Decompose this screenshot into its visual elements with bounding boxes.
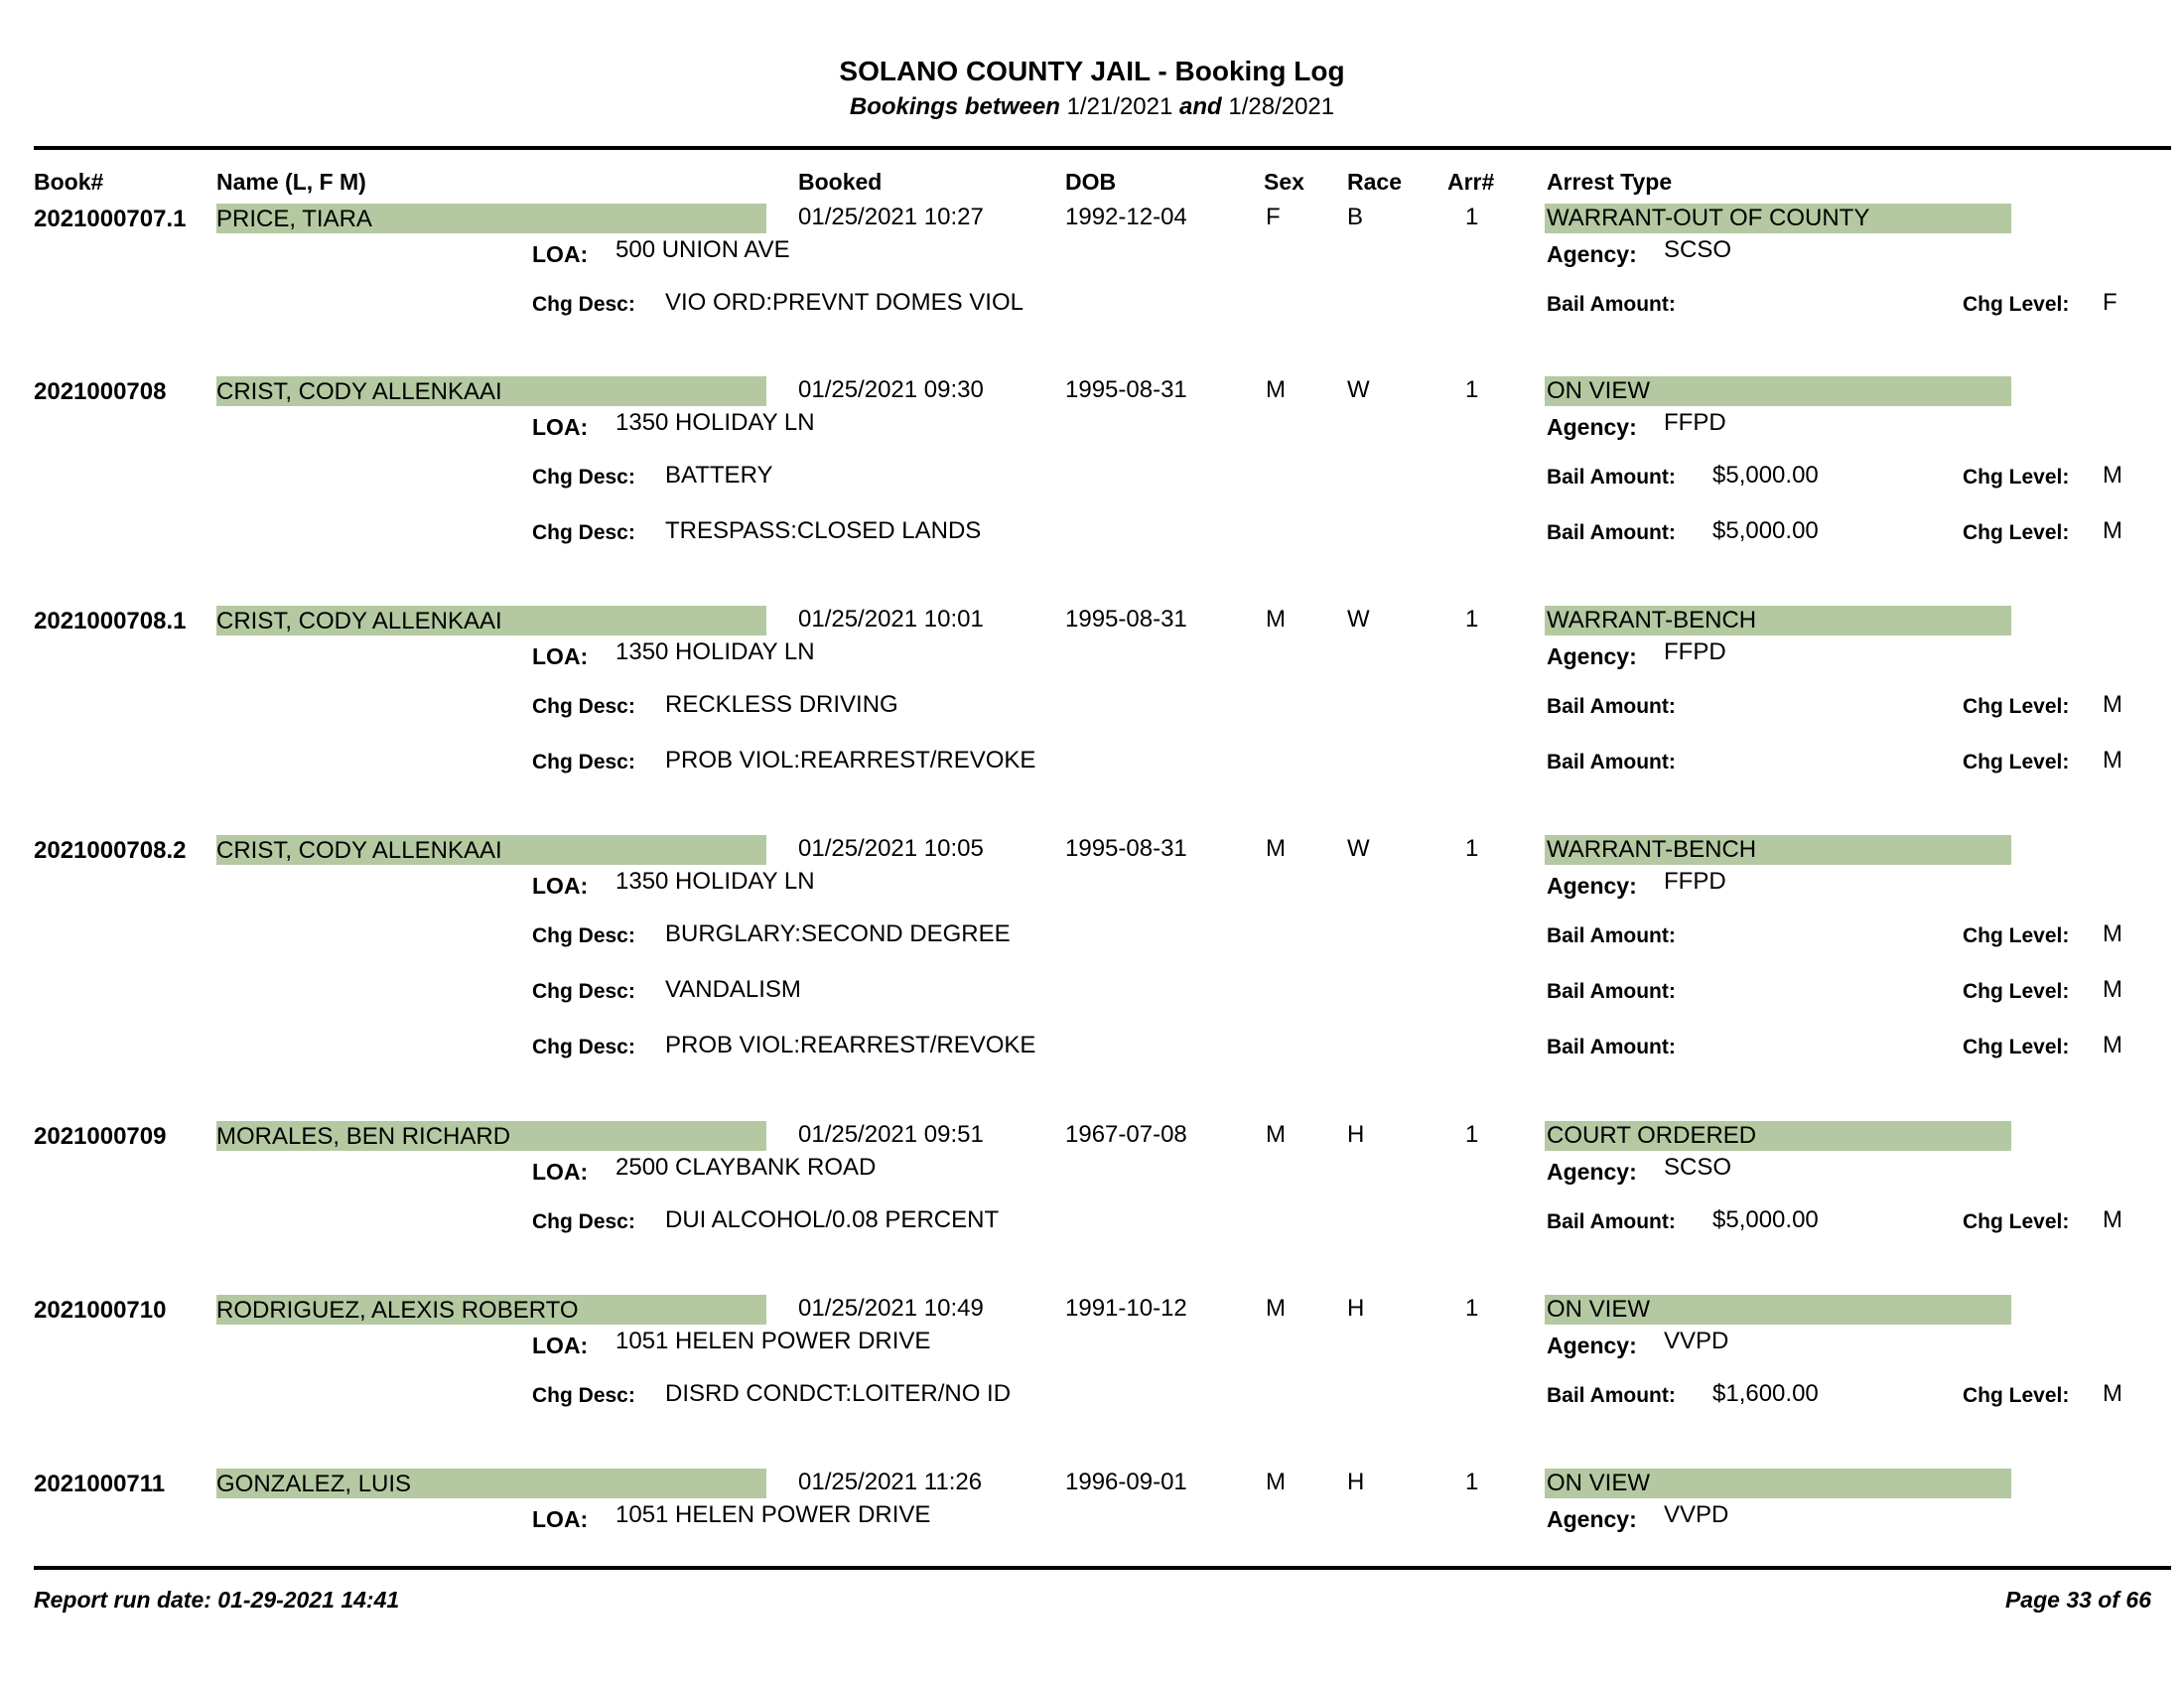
book-number: 2021000708.2 bbox=[34, 837, 187, 864]
loa-label: LOA: bbox=[532, 1506, 589, 1532]
chg-level-label: Chg Level: bbox=[1963, 1036, 2070, 1058]
agency-code: FFPD bbox=[1664, 868, 1726, 895]
date-of-birth: 1992-12-04 bbox=[1065, 204, 1187, 230]
arrest-number: 1 bbox=[1465, 376, 1479, 403]
loa-address: 1350 HOLIDAY LN bbox=[615, 409, 815, 436]
arrest-type: ON VIEW bbox=[1547, 1296, 1651, 1323]
booked-datetime: 01/25/2021 10:05 bbox=[798, 835, 984, 862]
charge-description: DUI ALCOHOL/0.08 PERCENT bbox=[665, 1206, 1000, 1233]
bail-amount-label: Bail Amount: bbox=[1547, 466, 1676, 489]
charge-description: RECKLESS DRIVING bbox=[665, 691, 898, 718]
arrest-type: ON VIEW bbox=[1547, 377, 1651, 404]
arrest-number: 1 bbox=[1465, 606, 1479, 633]
agency-label: Agency: bbox=[1547, 1506, 1637, 1532]
bail-amount: $5,000.00 bbox=[1712, 1206, 1819, 1233]
book-number: 2021000707.1 bbox=[34, 206, 187, 232]
col-booked: Booked bbox=[798, 169, 883, 195]
chg-desc-label: Chg Desc: bbox=[532, 521, 635, 544]
arrest-number: 1 bbox=[1465, 835, 1479, 862]
agency-code: VVPD bbox=[1664, 1328, 1729, 1354]
book-number: 2021000710 bbox=[34, 1297, 167, 1324]
date-to: 1/28/2021 bbox=[1228, 93, 1335, 120]
booked-datetime: 01/25/2021 11:26 bbox=[798, 1469, 983, 1495]
bail-amount-label: Bail Amount: bbox=[1547, 924, 1676, 947]
arrest-number: 1 bbox=[1465, 204, 1479, 230]
chg-level-label: Chg Level: bbox=[1963, 1210, 2070, 1233]
sex: M bbox=[1266, 606, 1286, 633]
loa-address: 1051 HELEN POWER DRIVE bbox=[615, 1501, 931, 1528]
charge-description: PROB VIOL:REARREST/REVOKE bbox=[665, 747, 1036, 774]
charge-description: DISRD CONDCT:LOITER/NO ID bbox=[665, 1380, 1012, 1407]
sex: M bbox=[1266, 835, 1286, 862]
inmate-name: RODRIGUEZ, ALEXIS ROBERTO bbox=[216, 1297, 579, 1324]
date-of-birth: 1996-09-01 bbox=[1065, 1469, 1187, 1495]
charge-level: M bbox=[2103, 1206, 2122, 1233]
chg-desc-label: Chg Desc: bbox=[532, 1036, 635, 1058]
booked-datetime: 01/25/2021 09:51 bbox=[798, 1121, 984, 1148]
col-arrest-type: Arrest Type bbox=[1547, 169, 1673, 195]
charge-level: M bbox=[2103, 747, 2122, 774]
chg-desc-label: Chg Desc: bbox=[532, 980, 635, 1003]
report-subtitle bbox=[0, 93, 2184, 121]
charge-description: BATTERY bbox=[665, 462, 773, 489]
inmate-name: CRIST, CODY ALLENKAAI bbox=[216, 837, 502, 864]
charge-level: M bbox=[2103, 462, 2122, 489]
col-book: Book# bbox=[34, 169, 104, 195]
top-rule bbox=[34, 146, 2171, 150]
charge-description: BURGLARY:SECOND DEGREE bbox=[665, 920, 1011, 947]
booked-datetime: 01/25/2021 09:30 bbox=[798, 376, 984, 403]
col-arr: Arr# bbox=[1447, 169, 1495, 195]
bail-amount: $1,600.00 bbox=[1712, 1380, 1819, 1407]
arrest-type: WARRANT-OUT OF COUNTY bbox=[1547, 205, 1870, 231]
date-of-birth: 1991-10-12 bbox=[1065, 1295, 1187, 1322]
sex: M bbox=[1266, 1295, 1286, 1322]
charge-level: M bbox=[2103, 920, 2122, 947]
bail-amount-label: Bail Amount: bbox=[1547, 980, 1676, 1003]
chg-desc-label: Chg Desc: bbox=[532, 751, 635, 774]
subtitle-prefix: Bookings between bbox=[849, 93, 1060, 120]
charge-description: PROB VIOL:REARREST/REVOKE bbox=[665, 1032, 1036, 1058]
inmate-name: PRICE, TIARA bbox=[216, 206, 372, 232]
loa-label: LOA: bbox=[532, 414, 589, 440]
bail-amount-label: Bail Amount: bbox=[1547, 751, 1676, 774]
loa-address: 1350 HOLIDAY LN bbox=[615, 868, 815, 895]
arrest-type: COURT ORDERED bbox=[1547, 1122, 1757, 1149]
agency-label: Agency: bbox=[1547, 241, 1637, 267]
race: H bbox=[1347, 1121, 1365, 1148]
booked-datetime: 01/25/2021 10:49 bbox=[798, 1295, 984, 1322]
col-race: Race bbox=[1347, 169, 1402, 195]
book-number: 2021000708 bbox=[34, 378, 167, 405]
loa-address: 1051 HELEN POWER DRIVE bbox=[615, 1328, 931, 1354]
charge-description: TRESPASS:CLOSED LANDS bbox=[665, 517, 982, 544]
agency-label: Agency: bbox=[1547, 1333, 1637, 1358]
chg-level-label: Chg Level: bbox=[1963, 466, 2070, 489]
arrest-number: 1 bbox=[1465, 1295, 1479, 1322]
inmate-name: MORALES, BEN RICHARD bbox=[216, 1123, 511, 1150]
bail-amount-label: Bail Amount: bbox=[1547, 293, 1676, 316]
chg-level-label: Chg Level: bbox=[1963, 924, 2070, 947]
race: H bbox=[1347, 1295, 1365, 1322]
col-name: Name (L, F M) bbox=[216, 169, 366, 195]
booked-datetime: 01/25/2021 10:27 bbox=[798, 204, 984, 230]
inmate-name: CRIST, CODY ALLENKAAI bbox=[216, 608, 502, 634]
loa-label: LOA: bbox=[532, 241, 589, 267]
chg-desc-label: Chg Desc: bbox=[532, 1384, 635, 1407]
date-of-birth: 1995-08-31 bbox=[1065, 376, 1187, 403]
inmate-name: GONZALEZ, LUIS bbox=[216, 1471, 412, 1497]
page-number: Page 33 of 66 bbox=[2004, 1587, 2151, 1613]
booked-datetime: 01/25/2021 10:01 bbox=[798, 606, 984, 633]
race: W bbox=[1347, 835, 1370, 862]
chg-desc-label: Chg Desc: bbox=[532, 293, 635, 316]
loa-address: 1350 HOLIDAY LN bbox=[615, 638, 815, 665]
sex: M bbox=[1266, 376, 1286, 403]
date-from: 1/21/2021 bbox=[1066, 93, 1173, 120]
bail-amount-label: Bail Amount: bbox=[1547, 521, 1676, 544]
race: H bbox=[1347, 1469, 1365, 1495]
bail-amount: $5,000.00 bbox=[1712, 517, 1819, 544]
chg-level-label: Chg Level: bbox=[1963, 521, 2070, 544]
bail-amount-label: Bail Amount: bbox=[1547, 1036, 1676, 1058]
bail-amount-label: Bail Amount: bbox=[1547, 695, 1676, 718]
chg-desc-label: Chg Desc: bbox=[532, 924, 635, 947]
inmate-name: CRIST, CODY ALLENKAAI bbox=[216, 378, 502, 405]
arrest-type: ON VIEW bbox=[1547, 1470, 1651, 1496]
sex: M bbox=[1266, 1469, 1286, 1495]
agency-code: SCSO bbox=[1664, 236, 1732, 263]
loa-label: LOA: bbox=[532, 873, 589, 899]
charge-level: M bbox=[2103, 691, 2122, 718]
chg-level-label: Chg Level: bbox=[1963, 695, 2070, 718]
charge-level: M bbox=[2103, 517, 2122, 544]
chg-desc-label: Chg Desc: bbox=[532, 695, 635, 718]
arrest-number: 1 bbox=[1465, 1469, 1479, 1495]
chg-level-label: Chg Level: bbox=[1963, 293, 2070, 316]
book-number: 2021000708.1 bbox=[34, 608, 187, 634]
chg-level-label: Chg Level: bbox=[1963, 751, 2070, 774]
charge-description: VIO ORD:PREVNT DOMES VIOL bbox=[665, 289, 1024, 316]
bail-amount: $5,000.00 bbox=[1712, 462, 1819, 489]
agency-label: Agency: bbox=[1547, 643, 1637, 669]
loa-label: LOA: bbox=[532, 1333, 589, 1358]
chg-desc-label: Chg Desc: bbox=[532, 466, 635, 489]
sex: F bbox=[1266, 204, 1281, 230]
agency-label: Agency: bbox=[1547, 1159, 1637, 1185]
agency-code: SCSO bbox=[1664, 1154, 1732, 1181]
col-dob: DOB bbox=[1065, 169, 1117, 195]
sex: M bbox=[1266, 1121, 1286, 1148]
race: W bbox=[1347, 376, 1370, 403]
race: W bbox=[1347, 606, 1370, 633]
report-title: SOLANO COUNTY JAIL - Booking Log bbox=[839, 56, 1345, 86]
agency-label: Agency: bbox=[1547, 873, 1637, 899]
bail-amount-label: Bail Amount: bbox=[1547, 1210, 1676, 1233]
date-of-birth: 1995-08-31 bbox=[1065, 606, 1187, 633]
bail-amount-label: Bail Amount: bbox=[1547, 1384, 1676, 1407]
book-number: 2021000711 bbox=[34, 1471, 166, 1497]
loa-address: 2500 CLAYBANK ROAD bbox=[615, 1154, 877, 1181]
arrest-type: WARRANT-BENCH bbox=[1547, 836, 1757, 863]
loa-label: LOA: bbox=[532, 1159, 589, 1185]
arrest-type: WARRANT-BENCH bbox=[1547, 607, 1757, 633]
bottom-rule bbox=[34, 1566, 2171, 1570]
agency-code: VVPD bbox=[1664, 1501, 1729, 1528]
chg-level-label: Chg Level: bbox=[1963, 980, 2070, 1003]
race: B bbox=[1347, 204, 1364, 230]
chg-level-label: Chg Level: bbox=[1963, 1384, 2070, 1407]
agency-label: Agency: bbox=[1547, 414, 1637, 440]
subtitle-and: and bbox=[1179, 93, 1222, 120]
chg-desc-label: Chg Desc: bbox=[532, 1210, 635, 1233]
date-of-birth: 1995-08-31 bbox=[1065, 835, 1187, 862]
col-sex: Sex bbox=[1264, 169, 1304, 195]
agency-code: FFPD bbox=[1664, 409, 1726, 436]
report-run-date: Report run date: 01-29-2021 14:41 bbox=[34, 1587, 400, 1613]
date-of-birth: 1967-07-08 bbox=[1065, 1121, 1187, 1148]
loa-label: LOA: bbox=[532, 643, 589, 669]
charge-description: VANDALISM bbox=[665, 976, 801, 1003]
charge-level: M bbox=[2103, 976, 2122, 1003]
charge-level: F bbox=[2103, 289, 2117, 316]
loa-address: 500 UNION AVE bbox=[615, 236, 790, 263]
book-number: 2021000709 bbox=[34, 1123, 167, 1150]
agency-code: FFPD bbox=[1664, 638, 1726, 665]
arrest-number: 1 bbox=[1465, 1121, 1479, 1148]
charge-level: M bbox=[2103, 1032, 2122, 1058]
charge-level: M bbox=[2103, 1380, 2122, 1407]
